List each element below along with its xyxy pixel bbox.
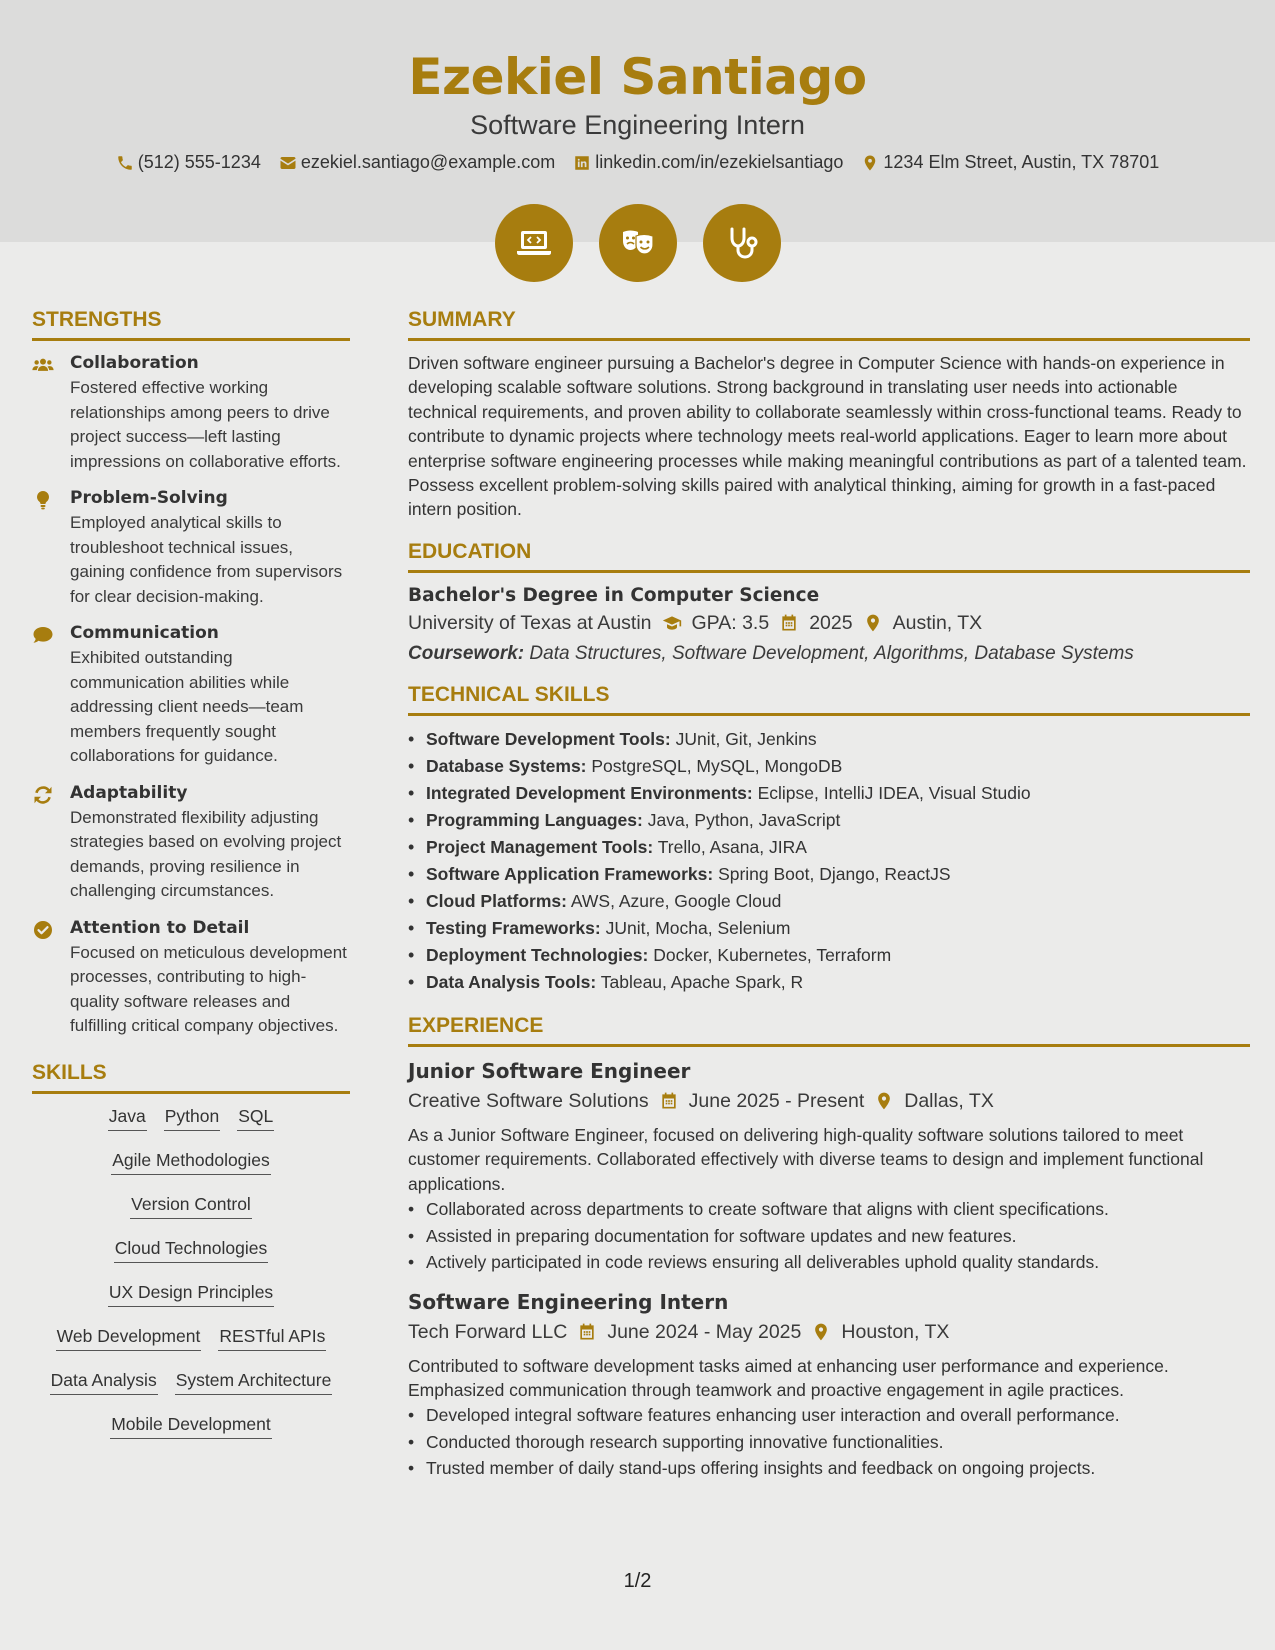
job-bullet: • Trusted member of daily stand-ups offering insights and feedback on ongoing projects. bbox=[408, 1455, 1250, 1482]
candidate-role: Software Engineering Intern bbox=[470, 110, 805, 140]
interest-circle-theater bbox=[599, 204, 677, 282]
job-title: Software Engineering Intern bbox=[408, 1289, 729, 1314]
skill-row bbox=[32, 1238, 350, 1263]
education-location: Austin, TX bbox=[892, 611, 983, 634]
technical-skill-value: Spring Boot, Django, ReactJS bbox=[718, 863, 951, 884]
sync-icon bbox=[32, 783, 56, 904]
skill-tag: SQL bbox=[237, 1106, 274, 1131]
job-dates: June 2025 - Present bbox=[688, 1089, 865, 1112]
skill-tag: UX Design Principles bbox=[108, 1282, 274, 1307]
strengths-heading: STRENGTHS bbox=[32, 308, 350, 341]
technical-skill-item bbox=[408, 780, 1250, 807]
coursework-label: Coursework: bbox=[408, 642, 525, 664]
job-bullet: • Assisted in preparing documentation for software updates and new features. bbox=[408, 1223, 1250, 1250]
technical-skill-label: Software Development Tools: bbox=[426, 728, 671, 749]
technical-skill-value: Tableau, Apache Spark, R bbox=[600, 971, 804, 992]
strength-desc: Exhibited outstanding communication abilities while addressing client needs—team members frequently sought collaborations for guidance. bbox=[70, 648, 304, 765]
skill-row bbox=[32, 1194, 350, 1219]
job-bullet: • Developed integral software features enhancing user interaction and overall performance. bbox=[408, 1402, 1250, 1429]
experience-heading: EXPERIENCE bbox=[408, 1014, 1250, 1047]
calendar-icon bbox=[577, 1322, 597, 1342]
technical-skill-label: Deployment Technologies: bbox=[426, 944, 649, 965]
job-bullets bbox=[408, 1196, 1250, 1276]
skills-heading: SKILLS bbox=[32, 1061, 350, 1094]
calendar-icon bbox=[659, 1091, 679, 1111]
technical-skill-label: Database Systems: bbox=[426, 755, 587, 776]
strength-desc: Demonstrated flexibility adjusting strategies based on evolving project demands, proving resilience in challenging circumstances. bbox=[70, 807, 342, 900]
interest-circle-coding bbox=[495, 204, 573, 282]
users-icon bbox=[32, 353, 56, 474]
contact-phone[interactable] bbox=[116, 152, 261, 173]
calendar-icon bbox=[779, 613, 799, 633]
strength-title: Collaboration bbox=[70, 353, 199, 373]
job-bullet: • Collaborated across departments to create software that aligns with client specifications. bbox=[408, 1196, 1250, 1223]
education-meta bbox=[408, 612, 1250, 635]
education-year: 2025 bbox=[809, 611, 853, 634]
technical-skill-value: JUnit, Mocha, Selenium bbox=[605, 917, 791, 938]
contact-bar bbox=[0, 152, 1275, 173]
job-location: Dallas, TX bbox=[904, 1089, 994, 1112]
skill-tag: Cloud Technologies bbox=[114, 1238, 268, 1263]
strength-desc: Employed analytical skills to troubleshoot technical issues, gaining confidence from supervisors for clear decision-making. bbox=[70, 513, 343, 606]
skill-row bbox=[32, 1282, 350, 1307]
education-coursework bbox=[408, 643, 1250, 665]
technical-skill-label: Project Management Tools: bbox=[426, 836, 654, 857]
technical-skill-label: Integrated Development Environments: bbox=[426, 782, 753, 803]
strength-title: Problem-Solving bbox=[70, 488, 228, 508]
skill-tag: Agile Methodologies bbox=[111, 1150, 271, 1175]
candidate-name: Ezekiel Santiago bbox=[408, 48, 867, 106]
strength-title: Attention to Detail bbox=[70, 917, 250, 938]
technical-skill-label: Programming Languages: bbox=[426, 809, 643, 830]
strength-desc: Focused on meticulous development processes, contributing to high-quality software releases and fulfilling critical company objectives. bbox=[70, 942, 347, 1035]
technical-skills-list bbox=[408, 726, 1250, 996]
strength-item bbox=[32, 488, 350, 609]
skill-tag: Python bbox=[164, 1106, 220, 1131]
technical-skill-item bbox=[408, 807, 1250, 834]
strength-title: Adaptability bbox=[70, 782, 188, 803]
strength-content bbox=[70, 783, 350, 904]
strength-item bbox=[32, 918, 350, 1039]
skill-tag: Data Analysis bbox=[50, 1370, 158, 1395]
check-circle-icon bbox=[32, 918, 56, 1039]
page-number: 1/2 bbox=[623, 1570, 652, 1592]
phone-icon bbox=[116, 154, 134, 172]
technical-skill-item bbox=[408, 861, 1250, 888]
experience-item bbox=[408, 1290, 1250, 1482]
job-title: Junior Software Engineer bbox=[408, 1058, 691, 1083]
strength-item bbox=[32, 783, 350, 904]
technical-skill-item bbox=[408, 969, 1250, 996]
interest-circle-medicine bbox=[703, 204, 781, 282]
lightbulb-icon bbox=[32, 488, 56, 609]
skill-tag: System Architecture bbox=[175, 1370, 333, 1395]
technical-skill-item bbox=[408, 834, 1250, 861]
job-bullet: • Conducted thorough research supporting innovative functionalities. bbox=[408, 1429, 1250, 1456]
job-company: Creative Software Solutions bbox=[408, 1089, 649, 1112]
experience-item bbox=[408, 1059, 1250, 1276]
skill-tag: Java bbox=[108, 1106, 147, 1131]
linkedin-icon bbox=[573, 154, 591, 172]
skill-tag: RESTful APIs bbox=[218, 1326, 326, 1351]
job-description: As a Junior Software Engineer, focused on delivering high-quality software solutions tailored to meet customer requirements. Collaborated effectively with diverse teams to design and implement functional applications. bbox=[408, 1124, 1204, 1194]
job-company: Tech Forward LLC bbox=[408, 1320, 568, 1343]
technical-skills-heading: TECHNICAL SKILLS bbox=[408, 683, 1250, 716]
skill-row bbox=[32, 1414, 350, 1439]
contact-linkedin[interactable] bbox=[573, 152, 843, 173]
comment-icon bbox=[32, 623, 56, 769]
left-column bbox=[32, 308, 350, 1458]
job-meta bbox=[408, 1321, 1250, 1344]
map-marker-icon bbox=[861, 154, 879, 172]
strength-content bbox=[70, 918, 350, 1039]
skill-tag: Version Control bbox=[130, 1194, 252, 1219]
contact-email[interactable] bbox=[279, 152, 555, 173]
strength-content bbox=[70, 488, 350, 609]
skill-row bbox=[32, 1326, 350, 1351]
technical-skill-value: Docker, Kubernetes, Terraform bbox=[653, 944, 892, 965]
coursework-text: Data Structures, Software Development, Algorithms, Database Systems bbox=[529, 642, 1134, 664]
strength-content bbox=[70, 623, 350, 769]
job-bullet: • Actively participated in code reviews ensuring all deliverables uphold quality standards. bbox=[408, 1249, 1250, 1276]
technical-skill-label: Testing Frameworks: bbox=[426, 917, 601, 938]
graduation-cap-icon bbox=[662, 613, 682, 633]
job-dates: June 2024 - May 2025 bbox=[607, 1320, 802, 1343]
contact-address bbox=[861, 152, 1159, 173]
technical-skill-value: PostgreSQL, MySQL, MongoDB bbox=[591, 755, 843, 776]
skill-tag: Mobile Development bbox=[110, 1414, 272, 1439]
technical-skill-value: JUnit, Git, Jenkins bbox=[675, 728, 817, 749]
technical-skill-label: Software Application Frameworks: bbox=[426, 863, 714, 884]
summary-text: Driven software engineer pursuing a Bachelor's degree in Computer Science with hands-on experience in developing scalable software solutions. Strong background in translating user needs into actionable technical requirements, and proven ability to collaborate seamlessly within cross-functional teams. Ready to contribute to dynamic projects where technology meets real-world applications. Eager to learn more about enterprise software engineering processes while making meaningful contributions as part of a talented team. Possess excellent problem-solving skills paired with analytical thinking, aiming for growth in a fast-paced intern position. bbox=[408, 353, 1247, 520]
skills-list bbox=[32, 1106, 350, 1439]
education-gpa: GPA: 3.5 bbox=[691, 611, 770, 634]
skill-row bbox=[32, 1370, 350, 1395]
skill-row bbox=[32, 1150, 350, 1175]
phone-text: (512) 555-1234 bbox=[137, 152, 261, 172]
map-marker-icon bbox=[811, 1322, 831, 1342]
linkedin-text: linkedin.com/in/ezekielsantiago bbox=[595, 152, 844, 172]
map-marker-icon bbox=[874, 1091, 894, 1111]
strength-title: Communication bbox=[70, 623, 219, 643]
strengths-list bbox=[32, 353, 350, 1039]
job-description: Contributed to software development tasks aimed at enhancing user performance and experience. Emphasized communication through teamwork and proactive engagement in agile practices. bbox=[408, 1355, 1169, 1400]
envelope-icon bbox=[279, 154, 297, 172]
laptop-code-icon bbox=[514, 223, 554, 263]
education-school: University of Texas at Austin bbox=[408, 611, 652, 634]
strength-item bbox=[32, 353, 350, 474]
technical-skill-item bbox=[408, 726, 1250, 753]
technical-skill-item bbox=[408, 915, 1250, 942]
job-bullets bbox=[408, 1402, 1250, 1482]
address-text: 1234 Elm Street, Austin, TX 78701 bbox=[883, 152, 1160, 172]
technical-skill-value: AWS, Azure, Google Cloud bbox=[570, 890, 782, 911]
email-text: ezekiel.santiago@example.com bbox=[300, 152, 556, 172]
theater-masks-icon bbox=[618, 223, 658, 263]
strength-content bbox=[70, 353, 350, 474]
stethoscope-icon bbox=[722, 223, 762, 263]
summary-heading: SUMMARY bbox=[408, 308, 1250, 341]
education-heading: EDUCATION bbox=[408, 540, 1250, 573]
education-degree: Bachelor's Degree in Computer Science bbox=[408, 584, 820, 606]
technical-skill-item bbox=[408, 888, 1250, 915]
technical-skill-label: Data Analysis Tools: bbox=[426, 971, 597, 992]
technical-skill-label: Cloud Platforms: bbox=[426, 890, 567, 911]
experience-list bbox=[408, 1059, 1250, 1482]
skill-tag: Web Development bbox=[56, 1326, 202, 1351]
skill-row bbox=[32, 1106, 350, 1131]
technical-skill-item bbox=[408, 942, 1250, 969]
technical-skill-item bbox=[408, 753, 1250, 780]
strength-desc: Fostered effective working relationships among peers to drive project success—left lasting impressions on collaborative efforts. bbox=[70, 378, 341, 471]
job-meta bbox=[408, 1090, 1250, 1113]
strength-item bbox=[32, 623, 350, 769]
right-column bbox=[408, 308, 1250, 1496]
technical-skill-value: Eclipse, IntelliJ IDEA, Visual Studio bbox=[757, 782, 1031, 803]
job-location: Houston, TX bbox=[841, 1320, 950, 1343]
technical-skill-value: Java, Python, JavaScript bbox=[647, 809, 841, 830]
interest-icons bbox=[0, 204, 1275, 282]
technical-skill-value: Trello, Asana, JIRA bbox=[657, 836, 807, 857]
map-marker-icon bbox=[863, 613, 883, 633]
